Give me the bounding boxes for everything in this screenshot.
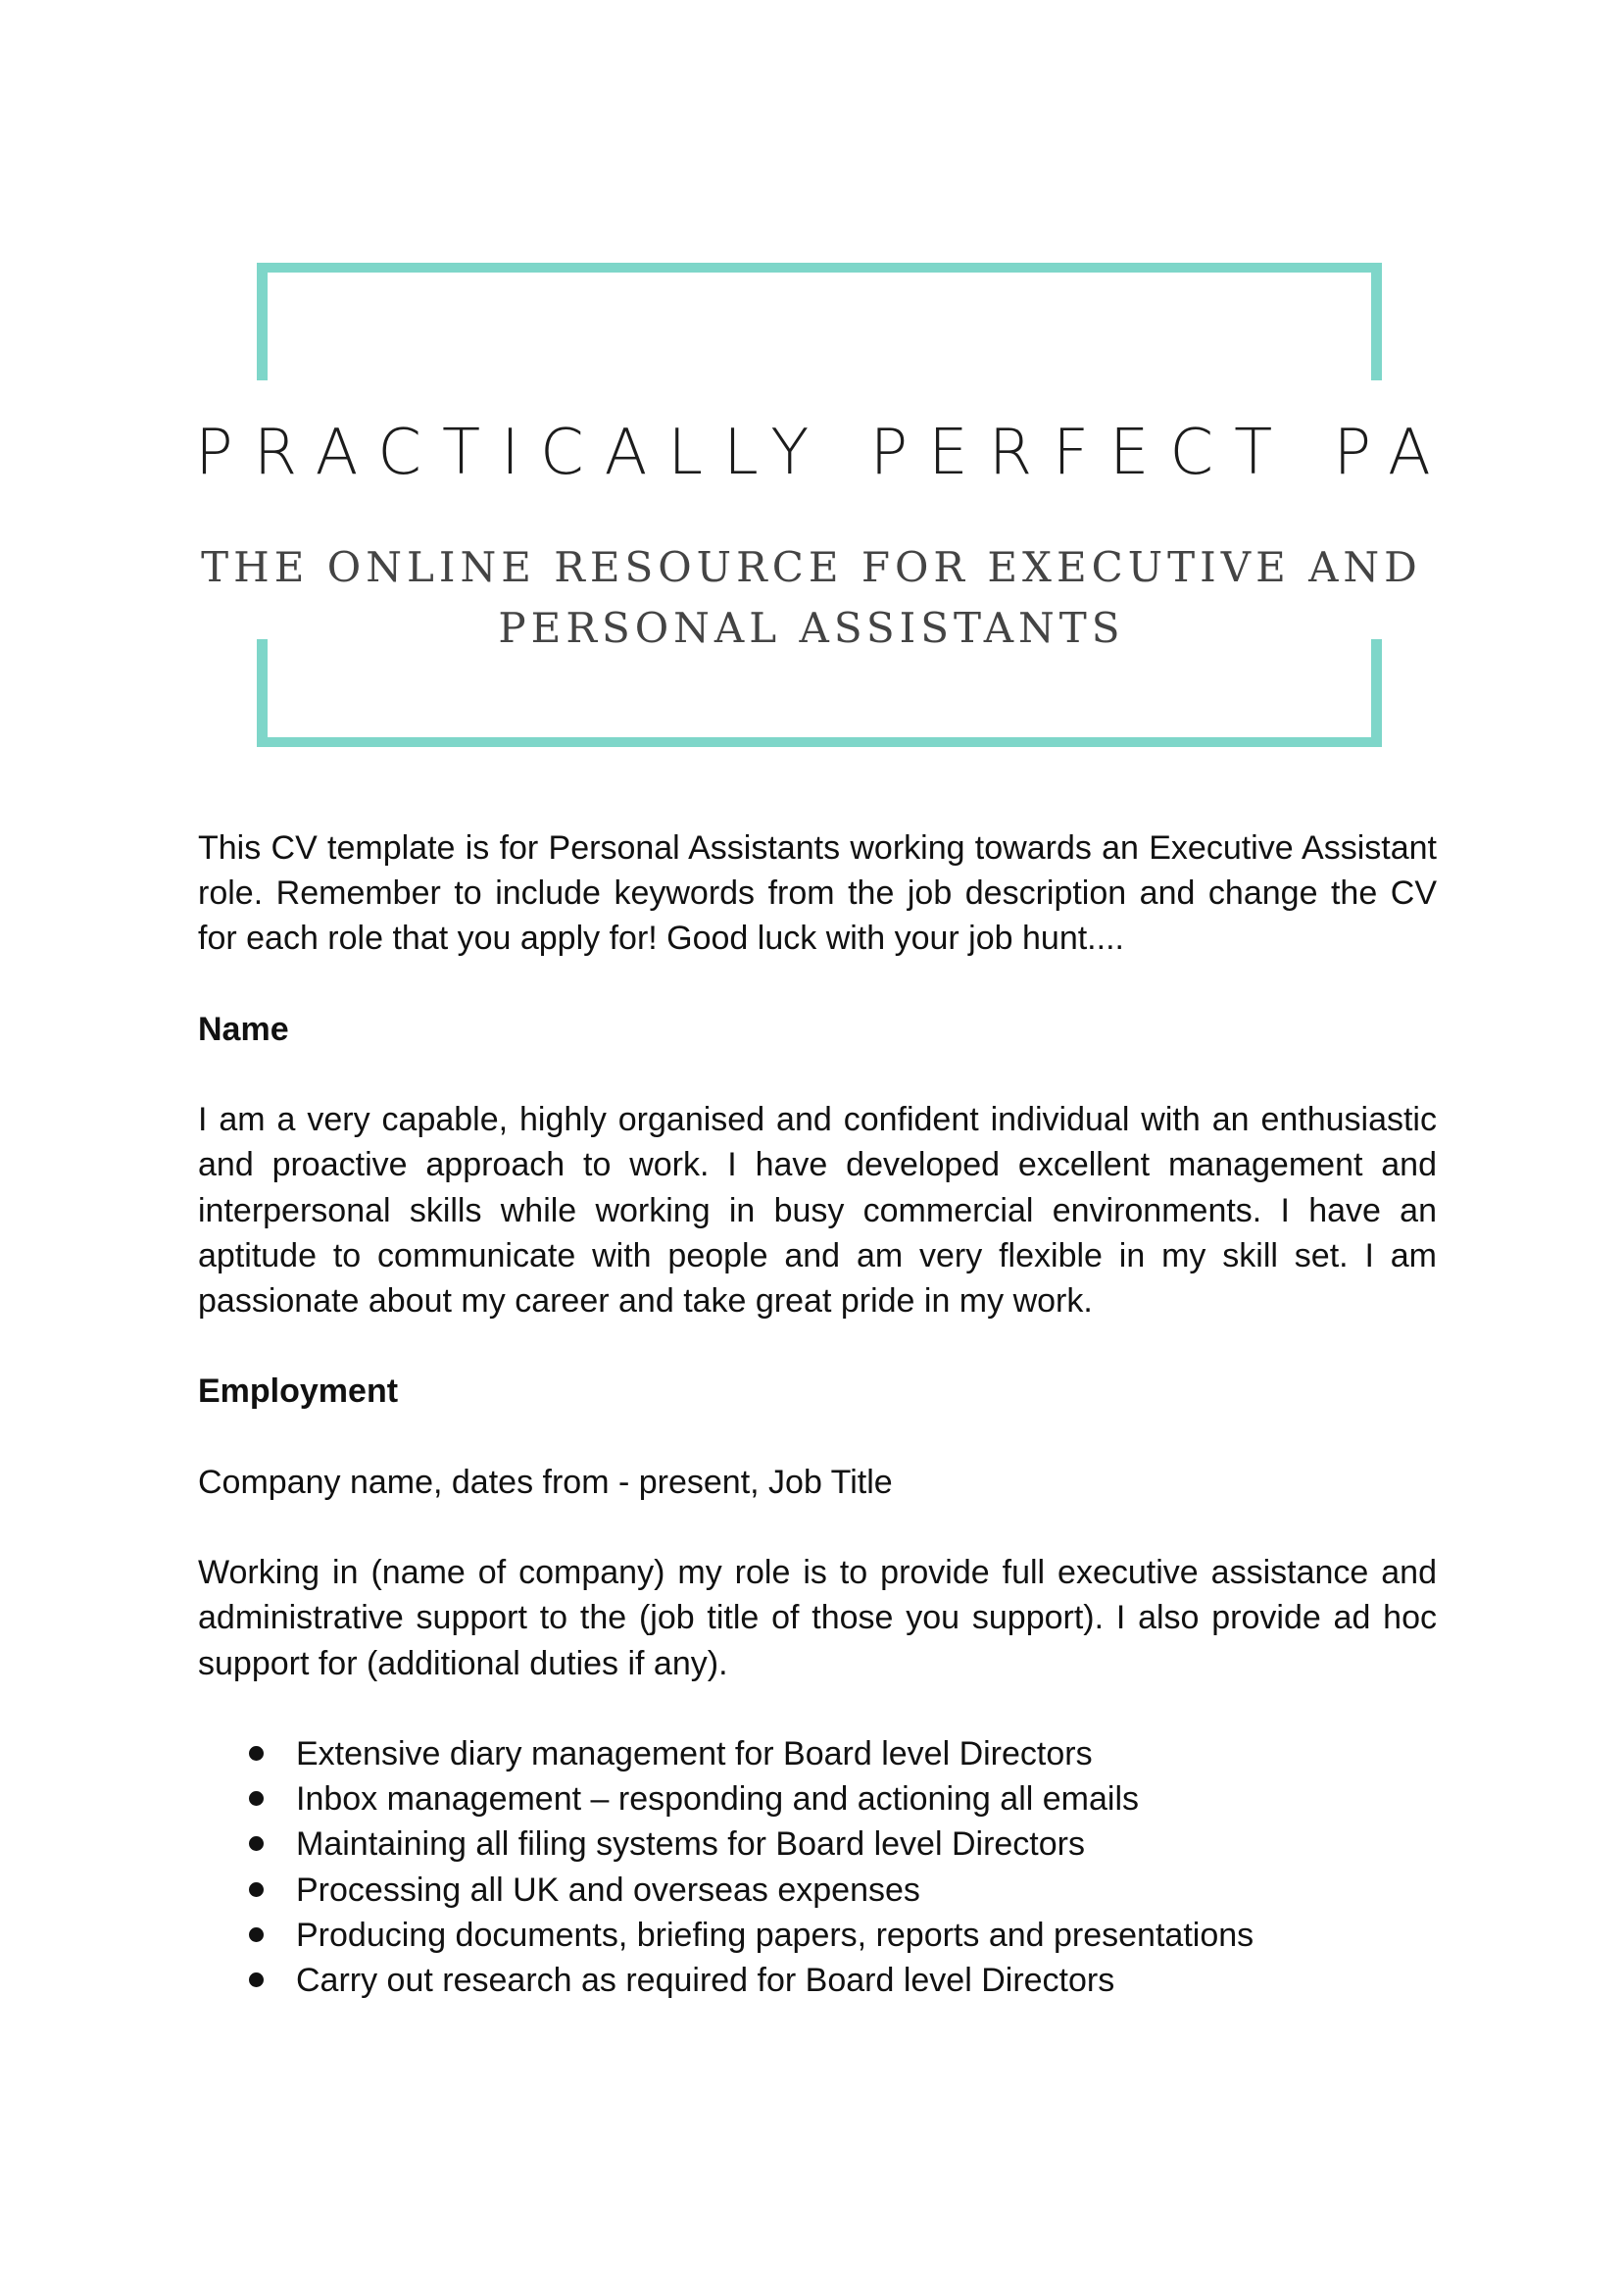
bullet-icon	[249, 1972, 264, 1987]
list-item	[198, 1868, 1437, 1913]
job-description: Working in (name of company) my role is to provide full executive assistance and administrative support to the (job title of those you support). I also provide ad hoc support for (additional duties if any).	[198, 1554, 1437, 1682]
job-line: Company name, dates from - present, Job Title	[198, 1463, 893, 1501]
logo-subtitle-line-2: PERSONAL ASSISTANTS	[498, 604, 1125, 652]
bullet-icon	[249, 1927, 264, 1942]
list-item	[198, 1731, 1437, 1776]
bullet-icon	[249, 1836, 264, 1851]
name-heading: Name	[198, 1010, 289, 1048]
logo-subtitle-line-1: THE ONLINE RESOURCE FOR EXECUTIVE AND	[201, 543, 1422, 591]
list-item-text: Processing all UK and overseas expenses	[296, 1871, 920, 1909]
list-item	[198, 1822, 1437, 1867]
list-item-text: Inbox management – responding and actioning all emails	[296, 1780, 1139, 1819]
bullet-icon	[249, 1791, 264, 1806]
employment-heading: Employment	[198, 1373, 399, 1411]
list-item-text: Carry out research as required for Board level Directors	[296, 1961, 1115, 1999]
list-item	[198, 1913, 1437, 1958]
bullet-icon	[249, 1746, 264, 1761]
list-item-text: Extensive diary management for Board level Directors	[296, 1734, 1093, 1772]
list-item-text: Maintaining all filing systems for Board level Directors	[296, 1825, 1085, 1864]
list-item	[198, 1776, 1437, 1822]
profile-paragraph: I am a very capable, highly organised and confident individual with an enthusiastic and proactive approach to work. I have developed excellent management and interpersonal skills while working in busy commercial environments. I have an aptitude to communicate with people and am very flexible in my skill set. I am passionate about my career and take great pride in my work.	[198, 1101, 1437, 1320]
bullet-icon	[249, 1882, 264, 1897]
document-body	[198, 825, 1437, 2003]
list-item-text: Producing documents, briefing papers, reports and presentations	[296, 1916, 1254, 1954]
logo-subtitle	[0, 537, 1623, 659]
intro-paragraph: This CV template is for Personal Assistants working towards an Executive Assistant role. Remember to include keywords from the job description and change the CV for each role that you apply for! Good luck with your job hunt....	[198, 829, 1437, 958]
logo-title: PRACTICALLY PERFECT PA	[195, 417, 1451, 489]
list-item	[198, 1958, 1437, 2003]
logo-frame-lines	[257, 263, 1382, 747]
duties-list	[198, 1731, 1437, 2003]
logo	[0, 0, 1623, 765]
